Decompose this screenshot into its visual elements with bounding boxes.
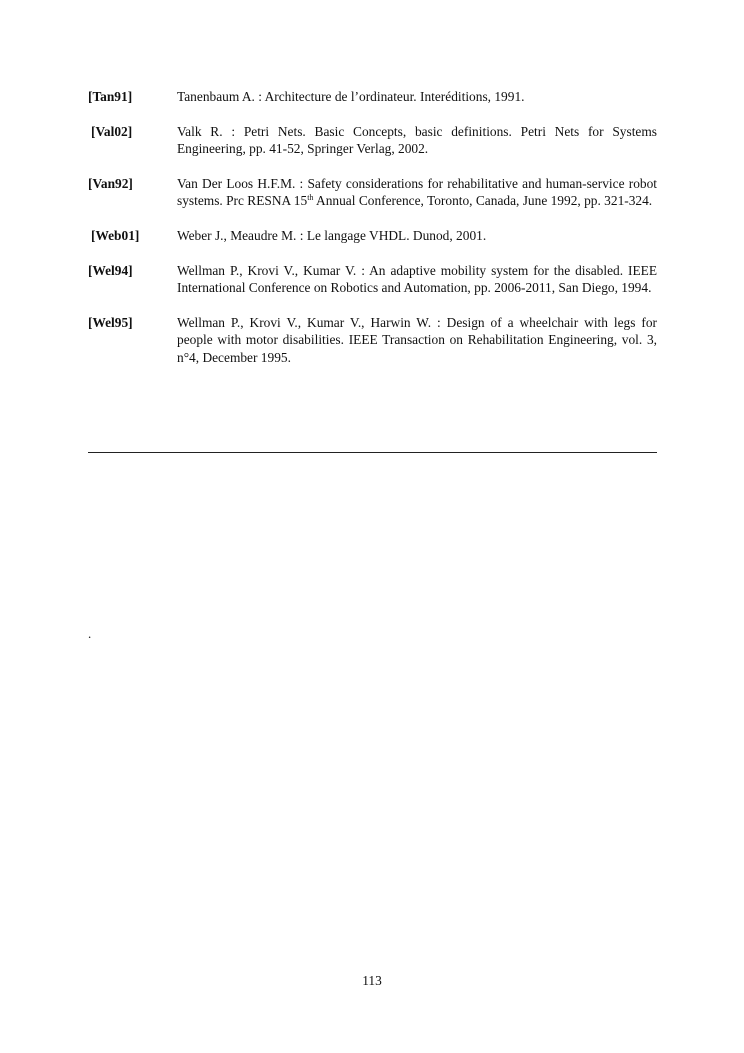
- reference-list: [88, 88, 657, 384]
- reference-key: [Web01]: [91, 227, 140, 243]
- reference-text: Wellman P., Krovi V., Kumar V., Harwin W. : Design of a wheelchair with legs for people with motor disabilities. IEEE Transaction on Rehabilitation Engineering, vol. 3, n°4, December 1995.: [177, 314, 657, 365]
- reference-entry: [88, 88, 657, 106]
- reference-key: [Wel94]: [88, 262, 133, 278]
- reference-text: Van Der Loos H.F.M. : Safety considerations for rehabilitative and human-service robot systems. Prc RESNA 15th Annual Conference, Toronto, Canada, June 1992, pp. 321-324.: [177, 175, 657, 209]
- reference-entry: [88, 262, 657, 297]
- reference-entry: [88, 123, 657, 158]
- reference-text: Tanenbaum A. : Architecture de l’ordinateur. Interéditions, 1991.: [177, 89, 525, 104]
- reference-text: Wellman P., Krovi V., Kumar V. : An adaptive mobility system for the disabled. IEEE International Conference on Robotics and Automation, pp. 2006-2011, San Diego, 1994.: [177, 262, 657, 296]
- reference-key: [Val02]: [91, 123, 133, 139]
- reference-text: Weber J., Meaudre M. : Le langage VHDL. Dunod, 2001.: [177, 227, 487, 243]
- reference-entry: [88, 227, 657, 245]
- page-number: 113: [362, 973, 382, 988]
- reference-key: [Van92]: [88, 175, 133, 191]
- reference-text: Valk R. : Petri Nets. Basic Concepts, basic definitions. Petri Nets for Systems Engineering, pp. 41-52, Springer Verlag, 2002.: [177, 123, 657, 157]
- section-divider: [88, 452, 657, 453]
- stray-period: .: [88, 626, 92, 641]
- reference-key: [Wel95]: [88, 314, 133, 330]
- reference-entry: [88, 175, 657, 210]
- reference-key: [Tan91]: [88, 89, 133, 104]
- reference-entry: [88, 314, 657, 367]
